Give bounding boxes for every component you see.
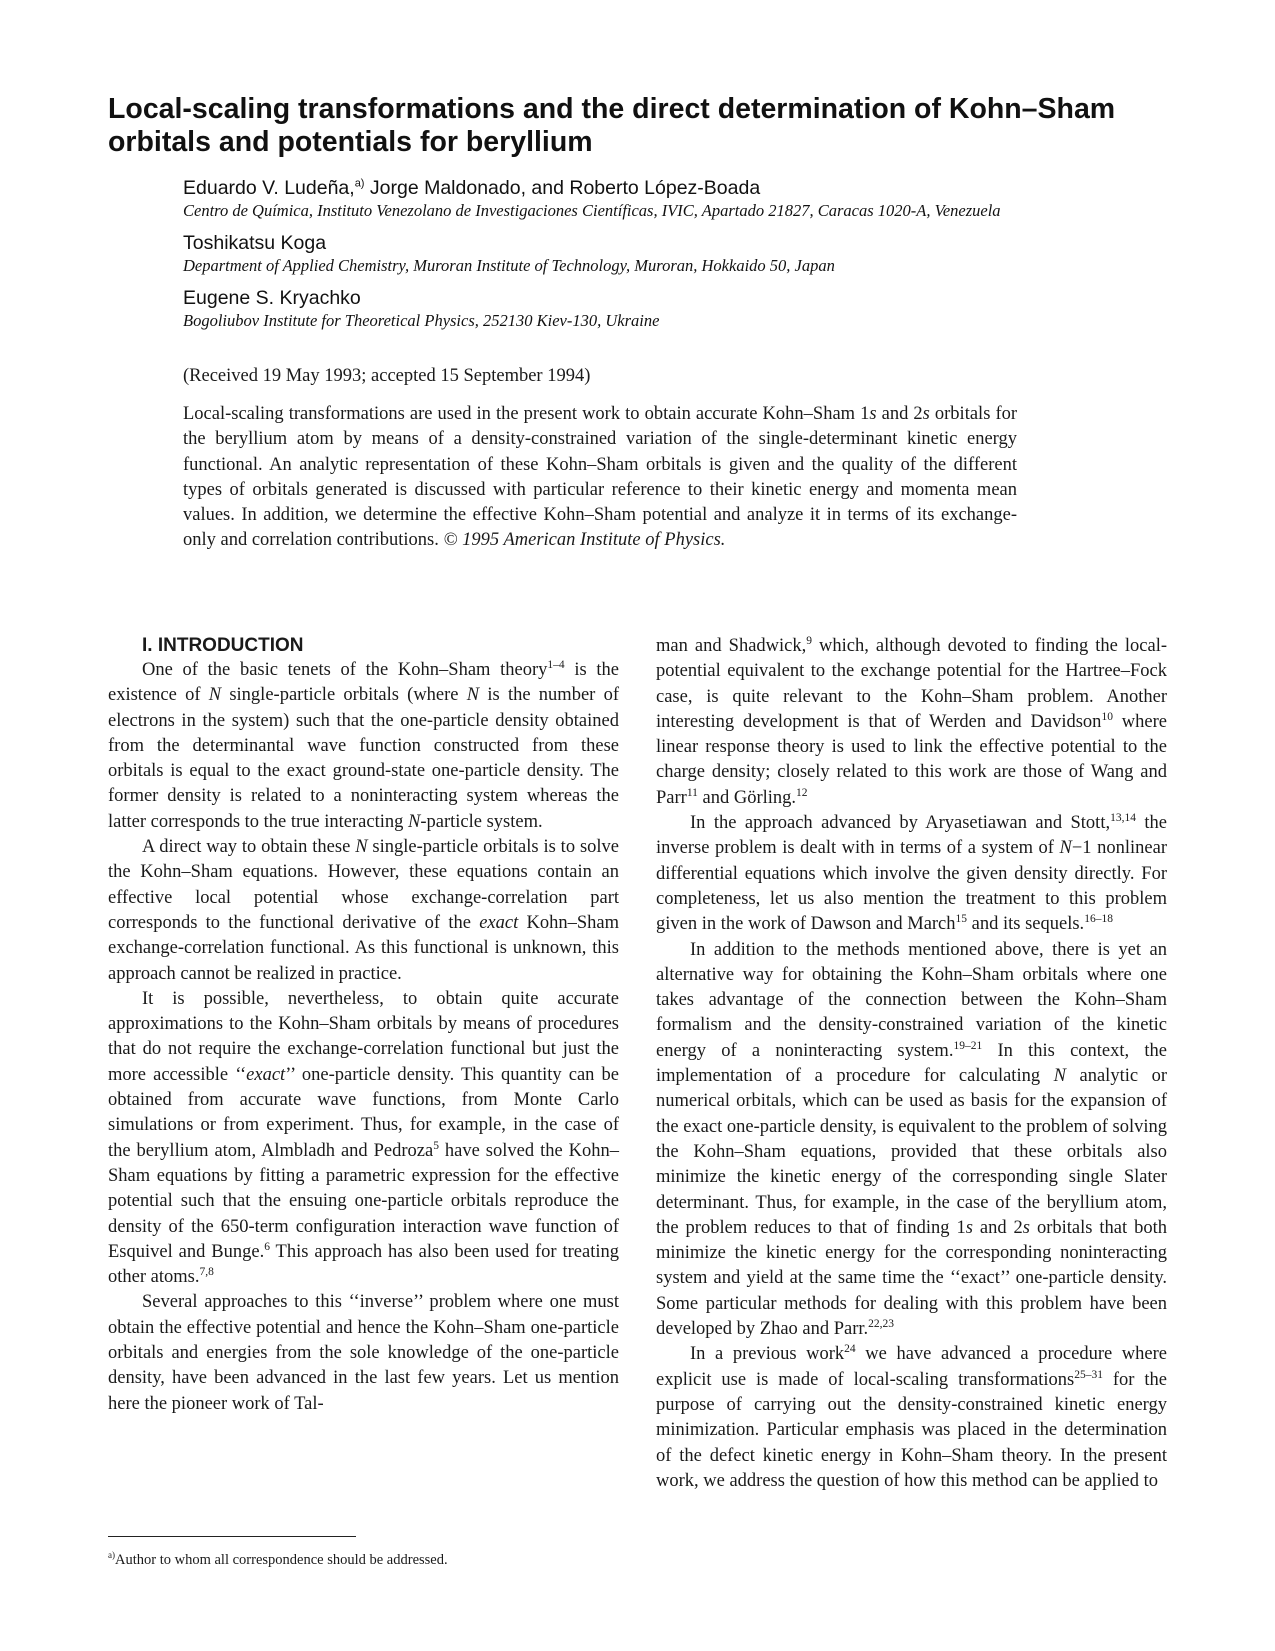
- received-dates: (Received 19 May 1993; accepted 15 September 1994): [183, 366, 591, 386]
- section-heading: I. INTRODUCTION: [142, 635, 304, 656]
- paragraph: In addition to the methods mentioned above, there is yet an alternative way for obtaining the Kohn–Sham orbitals where one takes advantage of the connection between the Kohn–Sham formalism and the density-constrained variation of the kinetic energy of a noninteracting system.$^{19-21}$ In this context, the implementation of a procedure for calculating N analytic or numerical orbitals, which can be used as basis for the expansion of the exact one-particle density, is equivalent to the problem of solving the Kohn–Sham equations, provided that these orbitals also minimize the kinetic energy of the corresponding single Slater determinant. Thus, for example, in the case of the beryllium atom, the problem reduces to that of finding 1s and 2s orbitals that both minimize the kinetic energy for the corresponding noninteracting system and yield at the same time the ‘‘exact’’ one-particle density. Some particular methods for dealing with this problem have been developed by Zhao and Parr.$^{22,23}$: [656, 939, 1168, 1340]
- affiliation-3: Bogoliubov Institute for Theoretical Physics, 252130 Kiev-130, Ukraine: [183, 311, 660, 330]
- paragraph: One of the basic tenets of the Kohn–Sham theory$^{1-4}$ is the existence of N single-particle orbitals (where N is the number of electrons in the system) such that the one-particle density obtained from the determinantal wave function constructed from these orbitals is equal to the exact ground-state one-particle density. The former density is related to a noninteracting system whereas the latter corresponds to the true interacting N-particle system.: [108, 658, 619, 832]
- footnote: $^{a)}$Author to whom all correspondence should be addressed.: [108, 1550, 448, 1568]
- paragraph: A direct way to obtain these N single-particle orbitals is to solve the Kohn–Sham equations. However, these equations contain an effective local potential whose exchange-correlation part corresponds to the functional derivative of the exact Kohn–Sham exchange-correlation functional. As this functional is unknown, this approach cannot be realized in practice.: [108, 837, 619, 984]
- author-2: Toshikatsu Koga: [183, 232, 327, 254]
- author-3: Eugene S. Kryachko: [183, 287, 361, 309]
- paragraph: man and Shadwick,$^9$ which, although devoted to finding the local-potential equivalent to the exchange potential for the Hartree–Fock case, is quite relevant to the Kohn–Sham problem. Another interesting development is that of Werden and Davidson$^{10}$ where linear response theory is used to link the effective potential to the charge density; closely related to this work are those of Wang and Parr$^{11}$ and Görling.$^{12}$: [656, 634, 1167, 808]
- affiliation-2: Department of Applied Chemistry, Muroran Institute of Technology, Muroran, Hokkaido 50, Japan: [183, 256, 835, 275]
- author-block: [183, 176, 1063, 341]
- footnote-mark: a): [354, 177, 365, 190]
- copyright-notice: © 1995 American Institute of Physics.: [443, 530, 726, 551]
- left-column: [108, 634, 619, 1417]
- footnote-rule: [108, 1536, 356, 1537]
- paragraph: It is possible, nevertheless, to obtain quite accurate approximations to the Kohn–Sham orbitals by means of procedures that do not require the exchange-correlation functional but just the more accessible ‘‘exact’’ one-particle density. This quantity can be obtained from accurate wave functions, from Monte Carlo simulations or from experiment. Thus, for example, in the case of the beryllium atom, Almbladh and Pedroza$^5$ have solved the Kohn–Sham equations by fitting a parametric expression for the effective potential such that the ensuing one-particle orbitals reproduce the density of the 650-term configuration interaction wave function of Esquivel and Bunge.$^6$ This approach has also been used for treating other atoms.$^{7,8}$: [108, 988, 619, 1288]
- affiliation-1: Centro de Química, Instituto Venezolano de Investigaciones Científicas, IVIC, Apartado 21827, Caracas 1020-A, Venezuela: [183, 201, 1001, 220]
- right-column: [656, 634, 1167, 1494]
- paragraph: Several approaches to this ‘‘inverse’’ problem where one must obtain the effective potential and hence the Kohn–Sham one-particle orbitals and energies from the sole knowledge of the one-particle density, have been advanced in the last few years. Let us mention here the pioneer work of Tal-: [108, 1292, 619, 1414]
- author-1: Eduardo V. Ludeña,$^{a)}$ Jorge Maldonado, and Roberto López-Boada: [183, 177, 761, 199]
- abstract: Local-scaling transformations are used in the present work to obtain accurate Kohn–Sham 1s and 2s orbitals for the beryllium atom by means of a density-constrained variation of the single-determinant kinetic energy functional. An analytic representation of these Kohn–Sham orbitals is given and the quality of the different types of orbitals generated is discussed with particular reference to their kinetic energy and momenta mean values. In addition, we determine the effective Kohn–Sham potential and analyze it in terms of its exchange-only and correlation contributions. © 1995 American Institute of Physics.: [183, 404, 1018, 551]
- footnote-mark: a): [108, 1550, 115, 1561]
- paragraph: In a previous work$^{24}$ we have advanced a procedure where explicit use is made of local-scaling transformations$^{25-31}$ for the purpose of carrying out the density-constrained kinetic energy minimization. Particular emphasis was placed in the determination of the defect kinetic energy in Kohn–Sham theory. In the present work, we address the question of how this method can be applied to: [656, 1343, 1167, 1491]
- paragraph: In the approach advanced by Aryasetiawan and Stott,$^{13,14}$ the inverse problem is dealt with in terms of a system of N−1 nonlinear differential equations which involve the given density directly. For completeness, let us also mention the treatment to this problem given in the work of Dawson and March$^{15}$ and its sequels.$^{16-18}$: [656, 811, 1167, 935]
- paper-title: Local-scaling transformations and the direct determination of Kohn–Sham orbitals and potentials for beryllium: [108, 93, 1116, 158]
